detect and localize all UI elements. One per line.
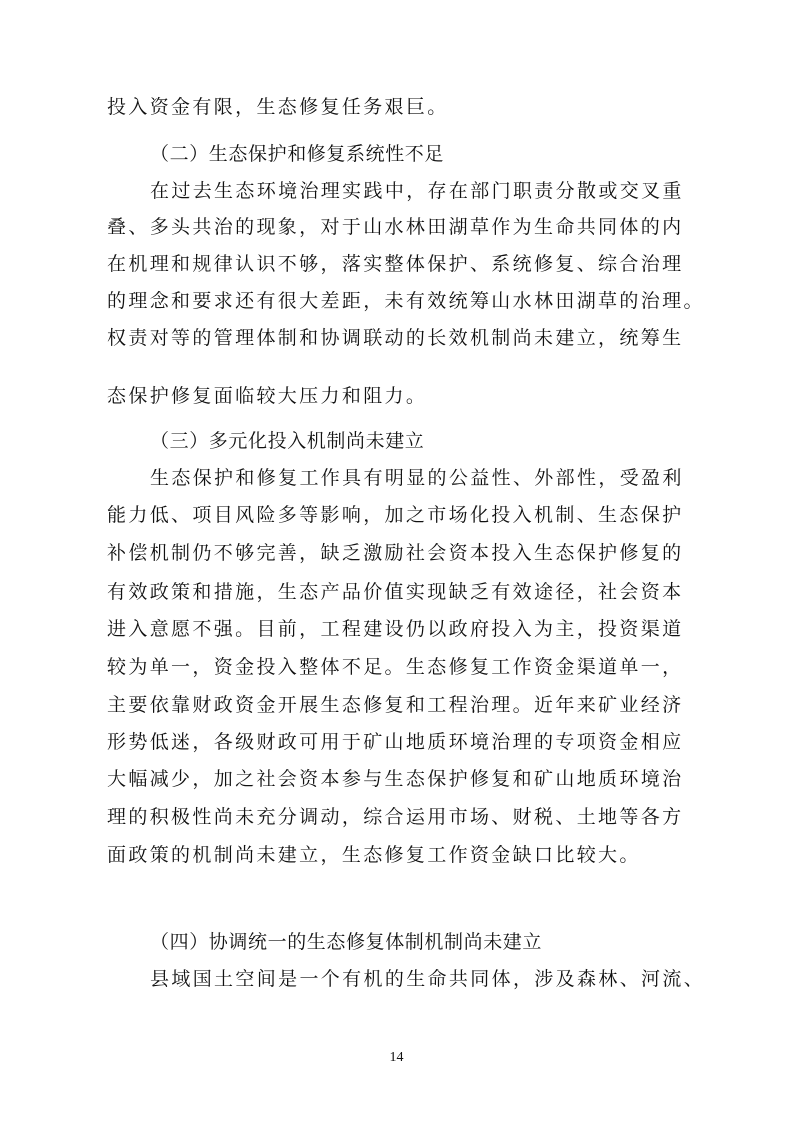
section-heading-3: （三）多元化投入机制尚未建立 xyxy=(150,430,425,452)
body-line: 较为单一，资金投入整体不足。生态修复工作资金渠道单一， xyxy=(107,656,684,678)
body-line: 形势低迷，各级财政可用于矿山地质环境治理的专项资金相应 xyxy=(107,731,684,753)
body-line: 权责对等的管理体制和协调联动的长效机制尚未建立，统筹生 xyxy=(107,327,684,349)
body-line: 生态保护和修复工作具有明显的公益性、外部性，受盈利 xyxy=(150,467,684,489)
page-number: 14 xyxy=(389,1050,404,1065)
section-heading-4: （四）协调统一的生态修复体制机制尚未建立 xyxy=(150,931,543,953)
body-line: 县域国土空间是一个有机的生命共同体，涉及森林、河流、 xyxy=(150,968,706,990)
body-line: 大幅减少，加之社会资本参与生态保护修复和矿山地质环境治 xyxy=(107,768,684,790)
body-line: 的理念和要求还有很大差距，未有效统筹山水林田湖草的治理。 xyxy=(107,290,705,312)
body-line: 补偿机制仍不够完善，缺乏激励社会资本投入生态保护修复的 xyxy=(107,542,684,564)
body-line: 叠、多头共治的现象，对于山水林田湖草作为生命共同体的内 xyxy=(107,216,684,238)
body-line: 能力低、项目风险多等影响，加之市场化投入机制、生态保护 xyxy=(107,504,684,526)
body-line: 在过去生态环境治理实践中，存在部门职责分散或交叉重 xyxy=(150,180,684,202)
body-line: 有效政策和措施，生态产品价值实现缺乏有效途径，社会资本 xyxy=(107,581,684,603)
body-line: 面政策的机制尚未建立，生态修复工作资金缺口比较大。 xyxy=(107,844,641,866)
body-line: 态保护修复面临较大压力和阻力。 xyxy=(107,385,428,407)
body-line: 进入意愿不强。目前，工程建设仍以政府投入为主，投资渠道 xyxy=(107,618,684,640)
body-line: 主要依靠财政资金开展生态修复和工程治理。近年来矿业经济 xyxy=(107,694,684,716)
section-heading-2: （二）生态保护和修复系统性不足 xyxy=(150,143,445,165)
body-line: 在机理和规律认识不够，落实整体保护、系统修复、综合治理 xyxy=(107,253,684,275)
body-line: 理的积极性尚未充分调动，综合运用市场、财税、土地等各方 xyxy=(107,806,684,828)
body-line: 投入资金有限，生态修复任务艰巨。 xyxy=(107,96,449,118)
